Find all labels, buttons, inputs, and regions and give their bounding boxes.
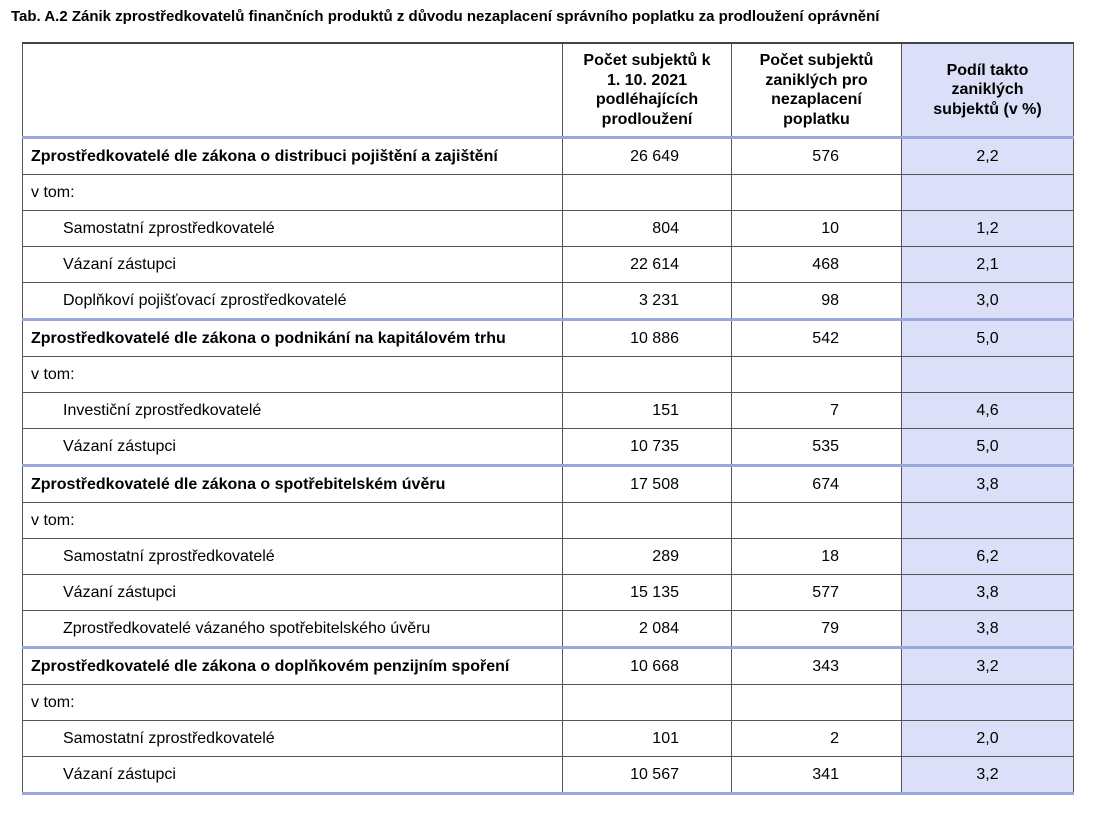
cell-share: 1,2 — [902, 211, 1074, 247]
cell-count: 3 231 — [563, 283, 732, 320]
cell-share: 4,6 — [902, 393, 1074, 429]
header-row — [23, 43, 1074, 138]
column-header-count: Počet subjektů k 1. 10. 2021 podléhajících prodloužení — [563, 43, 732, 138]
table-row — [23, 611, 1074, 648]
column-header-label — [23, 43, 563, 138]
data-table — [22, 42, 1074, 795]
cell-share: 3,8 — [902, 611, 1074, 648]
cell-count — [563, 685, 732, 721]
row-label: Vázaní zástupci — [23, 429, 563, 466]
cell-count — [563, 175, 732, 211]
row-label: Vázaní zástupci — [23, 575, 563, 611]
cell-count: 2 084 — [563, 611, 732, 648]
cell-terminated: 2 — [732, 721, 902, 757]
table-row — [23, 466, 1074, 503]
row-label: v tom: — [23, 685, 563, 721]
cell-count: 289 — [563, 539, 732, 575]
cell-terminated: 468 — [732, 247, 902, 283]
cell-share: 2,2 — [902, 138, 1074, 175]
row-label: Doplňkoví pojišťovací zprostředkovatelé — [23, 283, 563, 320]
row-label: Vázaní zástupci — [23, 757, 563, 794]
row-label: Samostatní zprostředkovatelé — [23, 721, 563, 757]
table-row — [23, 320, 1074, 357]
table-title: Tab. A.2 Zánik zprostředkovatelů finančních produktů z důvodu nezaplacení správního poplatku za prodloužení oprávnění — [11, 8, 880, 25]
table-row — [23, 283, 1074, 320]
cell-share: 6,2 — [902, 539, 1074, 575]
cell-count: 10 567 — [563, 757, 732, 794]
cell-count: 17 508 — [563, 466, 732, 503]
cell-share — [902, 357, 1074, 393]
cell-share: 2,0 — [902, 721, 1074, 757]
table-row — [23, 685, 1074, 721]
row-label: Samostatní zprostředkovatelé — [23, 539, 563, 575]
cell-share: 3,2 — [902, 757, 1074, 794]
cell-share: 3,8 — [902, 466, 1074, 503]
table-row — [23, 357, 1074, 393]
cell-terminated: 341 — [732, 757, 902, 794]
table-row — [23, 539, 1074, 575]
cell-terminated: 98 — [732, 283, 902, 320]
cell-share — [902, 175, 1074, 211]
column-header-terminated: Počet subjektů zaniklých pro nezaplacení poplatku — [732, 43, 902, 138]
cell-count: 151 — [563, 393, 732, 429]
row-label: Zprostředkovatelé dle zákona o doplňkovém penzijním spoření — [23, 648, 563, 685]
row-label: Zprostředkovatelé dle zákona o podnikání na kapitálovém trhu — [23, 320, 563, 357]
table-row — [23, 211, 1074, 247]
table-row — [23, 575, 1074, 611]
cell-terminated: 7 — [732, 393, 902, 429]
cell-count: 15 135 — [563, 575, 732, 611]
cell-terminated: 674 — [732, 466, 902, 503]
cell-terminated — [732, 503, 902, 539]
table-row — [23, 247, 1074, 283]
row-label: Zprostředkovatelé dle zákona o spotřebitelském úvěru — [23, 466, 563, 503]
cell-terminated: 10 — [732, 211, 902, 247]
row-label: v tom: — [23, 357, 563, 393]
table-row — [23, 503, 1074, 539]
table-row — [23, 429, 1074, 466]
row-label: v tom: — [23, 503, 563, 539]
cell-share: 3,8 — [902, 575, 1074, 611]
cell-share: 5,0 — [902, 429, 1074, 466]
cell-terminated — [732, 175, 902, 211]
cell-count: 804 — [563, 211, 732, 247]
cell-terminated — [732, 685, 902, 721]
cell-count: 10 735 — [563, 429, 732, 466]
row-label: Zprostředkovatelé vázaného spotřebitelského úvěru — [23, 611, 563, 648]
cell-count: 10 886 — [563, 320, 732, 357]
cell-terminated: 577 — [732, 575, 902, 611]
cell-count: 22 614 — [563, 247, 732, 283]
table-row — [23, 648, 1074, 685]
cell-terminated: 79 — [732, 611, 902, 648]
column-header-share: Podíl takto zaniklých subjektů (v %) — [902, 43, 1074, 138]
cell-count: 101 — [563, 721, 732, 757]
cell-terminated: 542 — [732, 320, 902, 357]
table-row — [23, 175, 1074, 211]
cell-share — [902, 503, 1074, 539]
cell-terminated: 18 — [732, 539, 902, 575]
table-row — [23, 757, 1074, 794]
cell-terminated — [732, 357, 902, 393]
row-label: Samostatní zprostředkovatelé — [23, 211, 563, 247]
cell-share: 3,0 — [902, 283, 1074, 320]
cell-share: 2,1 — [902, 247, 1074, 283]
cell-count: 26 649 — [563, 138, 732, 175]
row-label: Vázaní zástupci — [23, 247, 563, 283]
cell-share — [902, 685, 1074, 721]
cell-terminated: 343 — [732, 648, 902, 685]
row-label: v tom: — [23, 175, 563, 211]
table-row — [23, 721, 1074, 757]
table-row — [23, 138, 1074, 175]
cell-share: 5,0 — [902, 320, 1074, 357]
cell-count — [563, 503, 732, 539]
cell-count — [563, 357, 732, 393]
row-label: Zprostředkovatelé dle zákona o distribuci pojištění a zajištění — [23, 138, 563, 175]
table-row — [23, 393, 1074, 429]
cell-count: 10 668 — [563, 648, 732, 685]
cell-terminated: 535 — [732, 429, 902, 466]
cell-terminated: 576 — [732, 138, 902, 175]
cell-share: 3,2 — [902, 648, 1074, 685]
row-label: Investiční zprostředkovatelé — [23, 393, 563, 429]
